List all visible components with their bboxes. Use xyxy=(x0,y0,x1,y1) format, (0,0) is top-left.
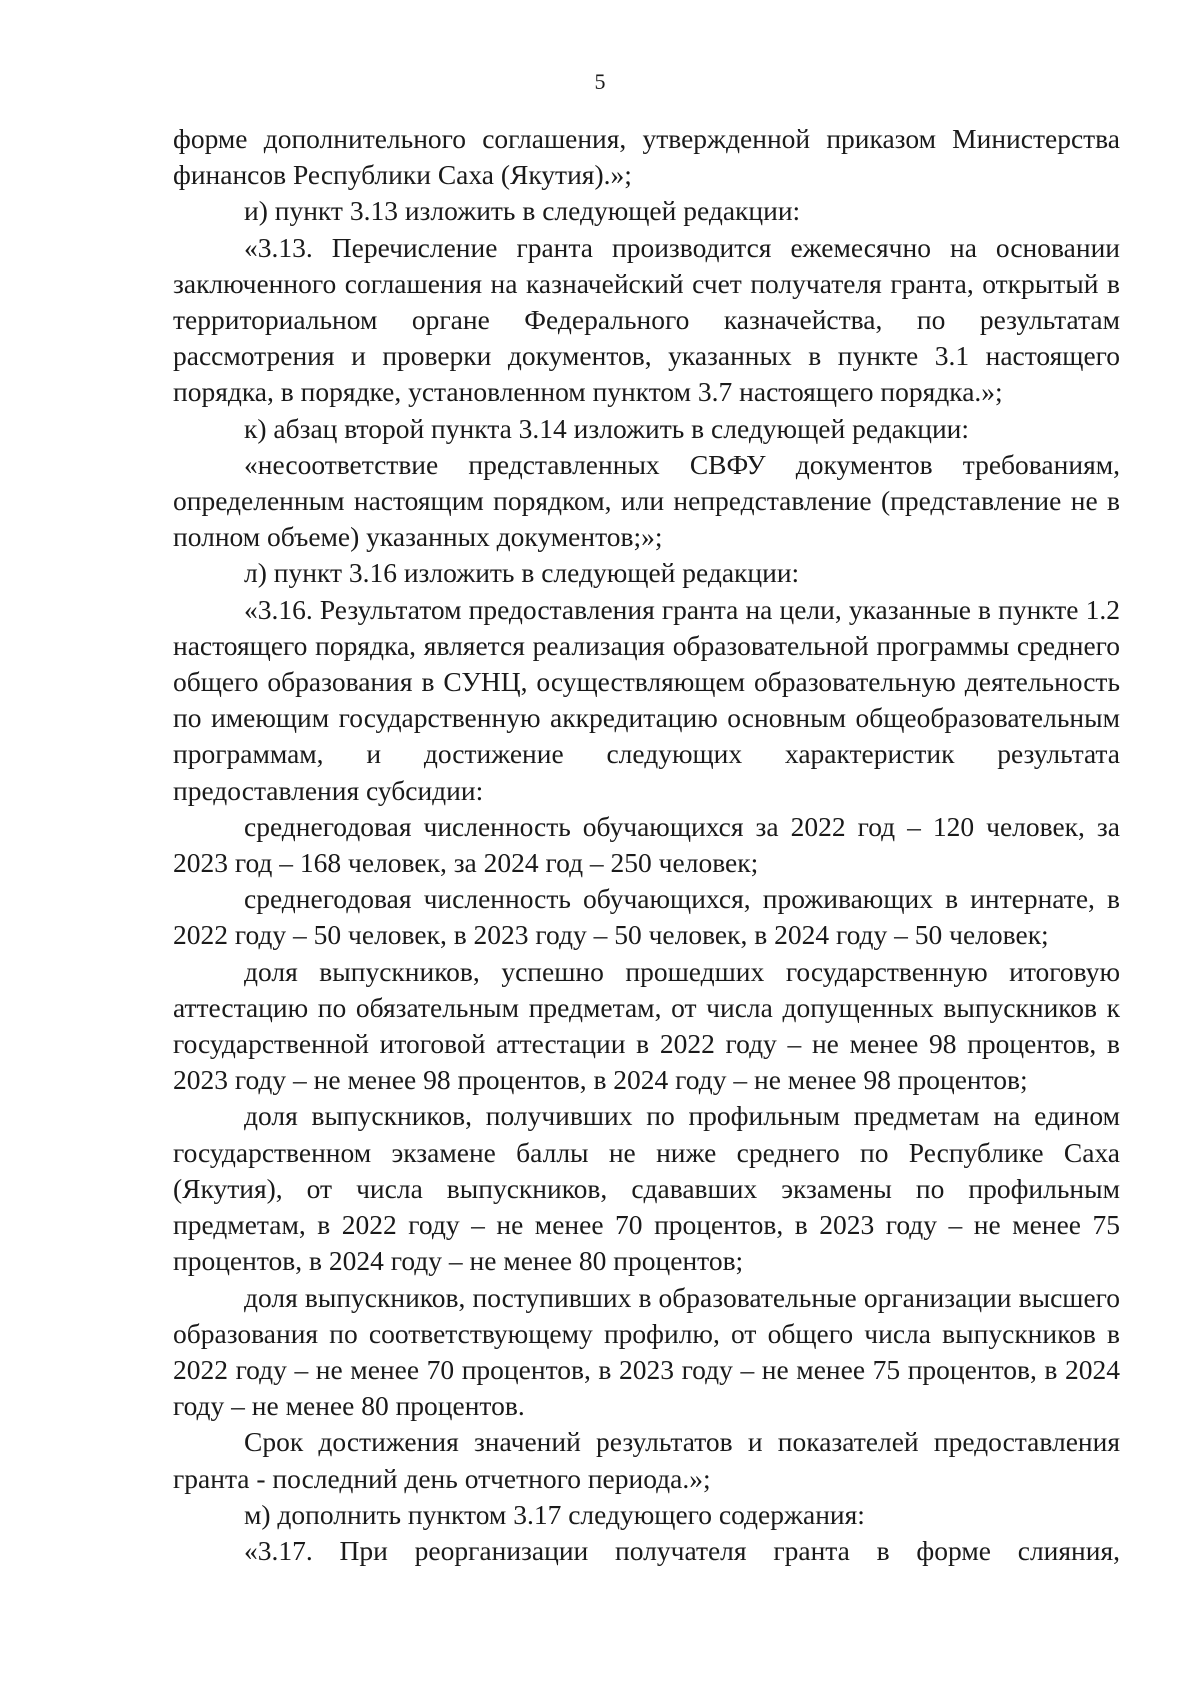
paragraph-indicator-enrollment: среднегодовая численность обучающихся за 2022 год – 120 человек, за 2023 год – 168 человек, за 2024 год – 250 человек; xyxy=(173,810,1120,879)
paragraph-indicator-exam-scores: доля выпускников, получивших по профильным предметам на едином государственном экзамене баллы не ниже среднего по Республике Саха (Якутия), от числа выпускников, сдававших экзамены по профильным предметам, в 2022 году – не менее 70 процентов, в 2023 году – не менее 75 процентов, в 2024 году – не менее 80 процентов; xyxy=(173,1100,1120,1277)
paragraph-amendment-m: м) дополнить пунктом 3.17 следующего содержания: xyxy=(244,1498,865,1530)
paragraph-indicator-university-admission: доля выпускников, поступивших в образовательные организации высшего образования по соответствующему профилю, от общего числа выпускников в 2022 году – не менее 70 процентов, в 2023 году – не менее 75 процентов, в 2024 году – не менее 80 процентов. xyxy=(173,1281,1120,1422)
paragraph-clause-3-16: «3.16. Результатом предоставления гранта на цели, указанные в пункте 1.2 настоящего порядка, является реализация образовательной программы среднего общего образования в СУНЦ, осуществляющем образовательную деятельность по имеющим государственную аккредитацию основным общеобразовательным программам, и достижение следующих характеристик результата предоставления субсидии: xyxy=(173,593,1120,806)
document-body xyxy=(173,121,1120,1569)
paragraph-clause-3-17: «3.17. При реорганизации получателя гранта в форме слияния, xyxy=(244,1534,1120,1566)
paragraph-clause-3-14: «несоответствие представленных СВФУ документов требованиям, определенным настоящим порядком, или непредставление (представление не в полном объеме) указанных документов;»; xyxy=(173,448,1120,553)
paragraph-clause-3-13: «3.13. Перечисление гранта производится ежемесячно на основании заключенного соглашения на казначейский счет получателя гранта, открытый в территориальном органе Федерального казначейства, по результатам рассмотрения и проверки документов, указанных в пункте 3.1 настоящего порядка, в порядке, установленном пунктом 3.7 настоящего порядка.»; xyxy=(173,231,1120,408)
paragraph-amendment-l: л) пункт 3.16 изложить в следующей редакции: xyxy=(244,557,800,589)
paragraph-deadline: Срок достижения значений результатов и показателей предоставления гранта - последний день отчетного периода.»; xyxy=(173,1426,1120,1494)
paragraph-continuation: форме дополнительного соглашения, утвержденной приказом Министерства финансов Республики Саха (Якутия).»; xyxy=(173,123,1120,191)
paragraph-indicator-boarding: среднегодовая численность обучающихся, проживающих в интернате, в 2022 году – 50 человек, в 2023 году – 50 человек, в 2024 году – 50 человек; xyxy=(173,883,1120,951)
page-number: 5 xyxy=(594,69,606,94)
paragraph-indicator-attestation: доля выпускников, успешно прошедших государственную итоговую аттестацию по обязательным предметам, от числа допущенных выпускников к государственной итоговой аттестации в 2022 году – не менее 98 процентов, в 2023 году – не менее 98 процентов, в 2024 году – не менее 98 процентов; xyxy=(173,955,1120,1096)
paragraph-amendment-k: к) абзац второй пункта 3.14 изложить в следующей редакции: xyxy=(244,412,970,444)
paragraph-amendment-i: и) пункт 3.13 изложить в следующей редакции: xyxy=(244,195,801,227)
